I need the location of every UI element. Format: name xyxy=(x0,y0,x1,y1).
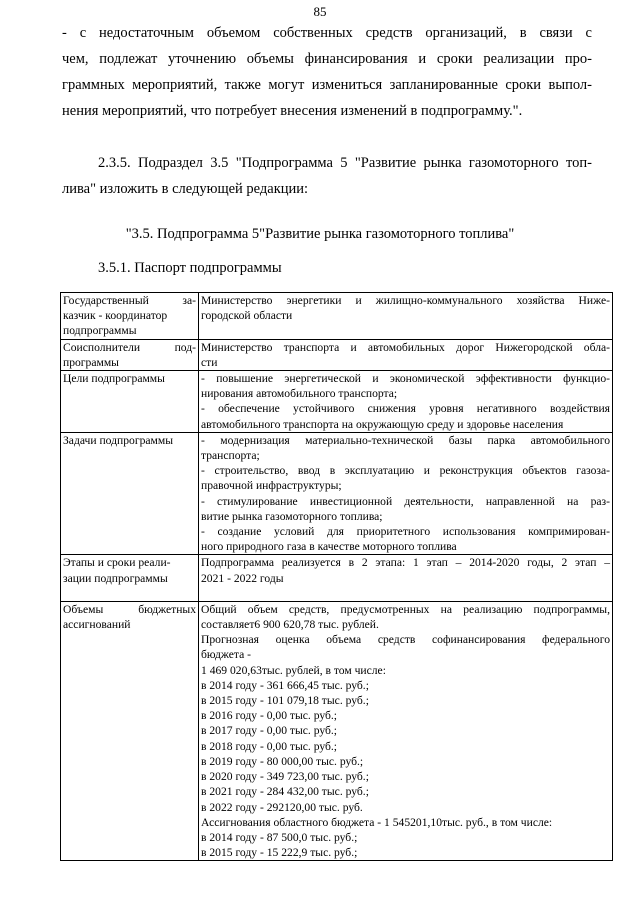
row-label-cell xyxy=(61,432,199,555)
cell-text-line: - создание условий для приоритетного использования компримирован- xyxy=(201,525,610,539)
cell-text-line: в 2017 году - 0,00 тыс. руб.; xyxy=(201,724,338,738)
cell-text-line: витие рынка газомоторного топлива; xyxy=(201,509,383,523)
text-line: граммных мероприятий, также могут измениться запланированные сроки выпол- xyxy=(62,77,592,93)
cell-text-line: в 2019 году - 80 000,00 тыс. руб.; xyxy=(201,754,364,768)
table-row xyxy=(61,555,613,601)
cell-text-line: ассигнований xyxy=(63,618,131,632)
cell-text-line: в 2015 году - 101 079,18 тыс. руб.; xyxy=(201,694,369,708)
cell-text-line: Соисполнители под- xyxy=(63,340,196,354)
cell-text-line: сти xyxy=(201,355,218,369)
cell-text-line: в 2018 году - 0,00 тыс. руб.; xyxy=(201,739,338,753)
cell-text-line: - строительство, ввод в эксплуатацию и реконструкция объектов газоза- xyxy=(201,464,610,478)
cell-text-line: Государственный за- xyxy=(63,294,196,307)
section-heading: "3.5. Подпрограмма 5"Развитие рынка газомоторного топлива" xyxy=(125,226,515,242)
cell-text-line: 1 469 020,63тыс. рублей, в том числе: xyxy=(201,663,386,677)
row-value-cell xyxy=(199,293,613,340)
text-line: нения мероприятий, что потребует внесения изменений в подпрограмму.". xyxy=(62,103,523,119)
cell-text-line: Министерство транспорта и автомобильных дорог Нижегородской обла- xyxy=(201,340,610,354)
cell-text-line: транспорта; xyxy=(201,449,260,463)
cell-text-line: в 2020 году - 349 723,00 тыс. руб.; xyxy=(201,770,369,784)
cell-text-line: - стимулирование инвестиционной деятельности, направленной на раз- xyxy=(201,494,610,508)
table-row xyxy=(61,371,613,433)
cell-text-line xyxy=(201,586,610,601)
subsection-heading: 3.5.1. Паспорт подпрограммы xyxy=(98,260,282,276)
cell-text-line: Задачи подпрограммы xyxy=(63,433,173,447)
cell-text-line: - повышение энергетической и экономической эффективности функцио- xyxy=(201,372,610,386)
paragraph-risks xyxy=(62,20,592,124)
row-label-cell xyxy=(61,371,199,433)
table-row xyxy=(61,293,613,340)
page-number: 85 xyxy=(313,4,327,19)
text-line: чем, подлежат уточнению объемы финансирования и сроки реализации про- xyxy=(62,51,592,67)
table-row xyxy=(61,601,613,860)
cell-text-line: бюджета - xyxy=(201,648,251,662)
row-value-cell xyxy=(199,371,613,433)
cell-text-line: Ассигнования областного бюджета - 1 545201,10тыс. руб., в том числе: xyxy=(201,815,553,829)
text-line: лива" изложить в следующей редакции: xyxy=(62,181,309,197)
cell-text-line: Общий объем средств, предусмотренных на реализацию подпрограммы, xyxy=(201,602,610,616)
cell-text-line: Прогнозная оценка объема средств софинансирования федерального xyxy=(201,633,610,647)
table-row xyxy=(61,432,613,555)
row-value-cell xyxy=(199,339,613,370)
cell-text-line: в 2014 году - 361 666,45 тыс. руб.; xyxy=(201,678,369,692)
cell-text-line: Этапы и сроки реали- xyxy=(63,556,171,570)
cell-text-line: в 2022 году - 292120,00 тыс. руб. xyxy=(201,800,363,814)
cell-text-line: казчик - координатор xyxy=(63,309,168,323)
text-line: 2.3.5. Подраздел 3.5 "Подпрограмма 5 "Развитие рынка газомоторного топ- xyxy=(98,155,592,171)
row-label-cell xyxy=(61,293,199,340)
cell-text-line: Объемы бюджетных xyxy=(63,602,196,616)
cell-text-line: Подпрограмма реализуется в 2 этапа: 1 этап – 2014-2020 годы, 2 этап – xyxy=(201,556,610,570)
cell-text-line: автомобильного транспорта на окружающую среду и здоровье населения xyxy=(201,417,564,431)
text-line: - с недостаточным объемом собственных средств организаций, в связи с xyxy=(62,25,592,41)
cell-text-line: Цели подпрограммы xyxy=(63,372,165,386)
cell-text-line: - обеспечение устойчивого снижения уровня негативного воздействия xyxy=(201,402,610,416)
cell-text-line: в 2021 году - 284 432,00 тыс. руб.; xyxy=(201,785,369,799)
cell-text-line: - модернизация материально-технической базы парка автомобильного xyxy=(201,433,610,447)
cell-text-line: подпрограммы xyxy=(63,324,137,338)
cell-text-line: городской области xyxy=(201,309,293,323)
cell-text-line: в 2016 году - 0,00 тыс. руб.; xyxy=(201,709,338,723)
cell-text-line: в 2014 году - 87 500,0 тыс. руб.; xyxy=(201,830,358,844)
cell-text-line: в 2015 году - 15 222,9 тыс. руб.; xyxy=(201,846,358,860)
row-value-cell xyxy=(199,555,613,601)
cell-text-line: программы xyxy=(63,355,119,369)
cell-text-line: нирования автомобильного транспорта; xyxy=(201,387,398,401)
cell-text-line: правочной инфраструктуры; xyxy=(201,479,342,493)
row-label-cell xyxy=(61,555,199,601)
cell-text-line: 2021 - 2022 годы xyxy=(201,571,284,585)
cell-text-line: Министерство энергетики и жилищно-коммунального хозяйства Ниже- xyxy=(201,294,610,307)
row-label-cell xyxy=(61,339,199,370)
cell-text-line: ного природного газа в качестве моторного топлива xyxy=(201,540,457,554)
passport-table xyxy=(60,292,613,861)
cell-text-line: зации подпрограммы xyxy=(63,571,168,585)
cell-text-line: составляет6 900 620,78 тыс. рублей. xyxy=(201,618,379,632)
row-value-cell xyxy=(199,432,613,555)
table-row xyxy=(61,339,613,370)
row-label-cell xyxy=(61,601,199,860)
paragraph-amendment xyxy=(62,150,592,202)
row-value-cell xyxy=(199,601,613,860)
